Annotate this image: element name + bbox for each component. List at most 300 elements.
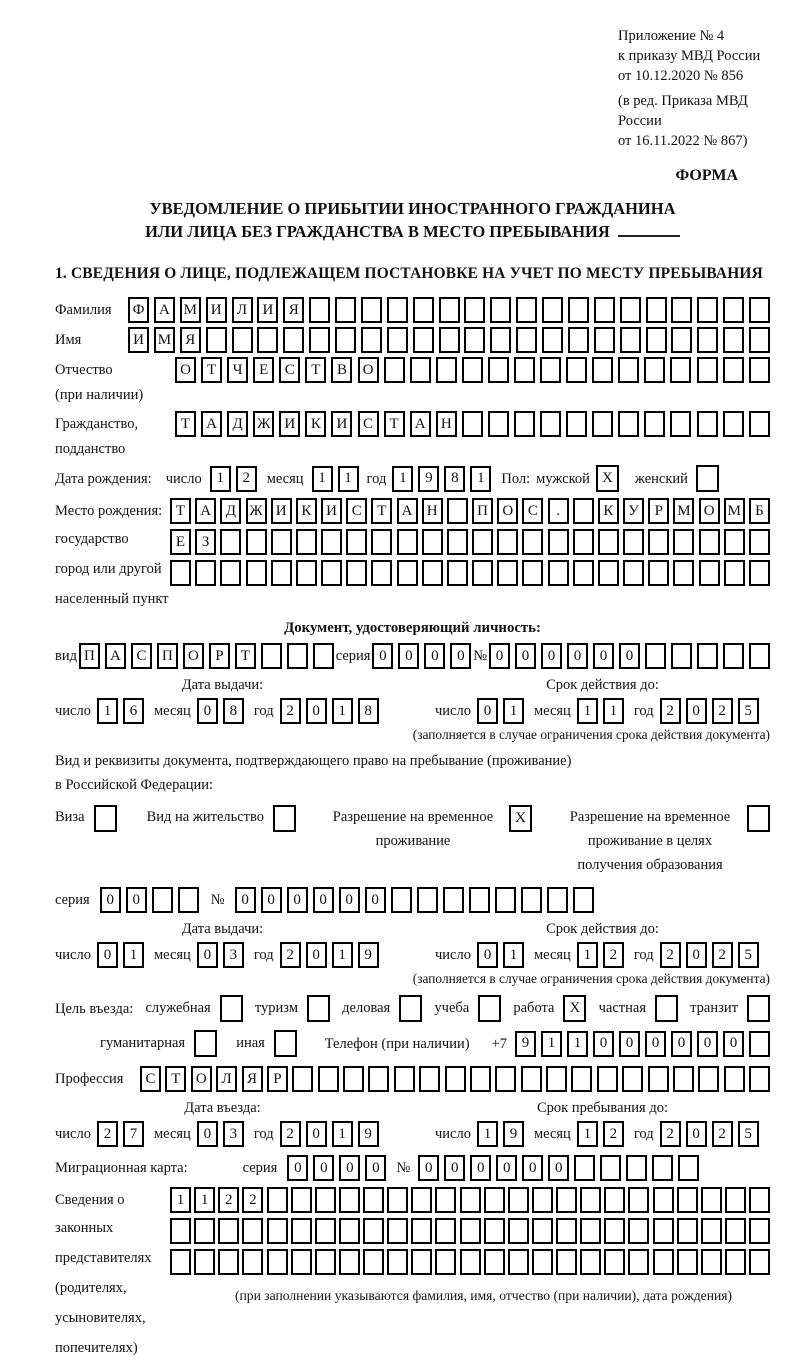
char-cell[interactable] bbox=[508, 1187, 529, 1213]
char-cell[interactable]: 0 bbox=[619, 1031, 640, 1057]
char-cell[interactable] bbox=[246, 560, 267, 586]
char-cell[interactable]: Ф bbox=[128, 297, 149, 323]
char-cell[interactable]: Р bbox=[267, 1066, 288, 1092]
char-cell[interactable]: 1 bbox=[123, 942, 144, 968]
char-cell[interactable] bbox=[580, 1218, 601, 1244]
purpose-transit-checkbox[interactable] bbox=[747, 995, 770, 1022]
char-cell[interactable]: 2 bbox=[660, 942, 681, 968]
char-cell[interactable]: Я bbox=[283, 297, 304, 323]
purpose-humanitarian-checkbox[interactable] bbox=[194, 1030, 217, 1057]
char-cell[interactable] bbox=[490, 297, 511, 323]
char-cell[interactable] bbox=[242, 1218, 263, 1244]
char-cell[interactable]: 0 bbox=[593, 643, 614, 669]
char-cell[interactable] bbox=[673, 1066, 694, 1092]
char-cell[interactable] bbox=[315, 1249, 336, 1275]
char-cell[interactable]: 8 bbox=[444, 466, 465, 492]
char-cell[interactable]: 5 bbox=[738, 698, 759, 724]
char-cell[interactable] bbox=[335, 327, 356, 353]
char-cell[interactable] bbox=[618, 411, 639, 437]
char-cell[interactable] bbox=[170, 1218, 191, 1244]
char-cell[interactable]: И bbox=[331, 411, 352, 437]
char-cell[interactable]: И bbox=[128, 327, 149, 353]
char-cell[interactable] bbox=[363, 1218, 384, 1244]
char-cell[interactable] bbox=[628, 1218, 649, 1244]
char-cell[interactable] bbox=[508, 1218, 529, 1244]
char-cell[interactable]: И bbox=[257, 297, 278, 323]
char-cell[interactable] bbox=[447, 498, 468, 524]
char-cell[interactable]: 8 bbox=[223, 698, 244, 724]
char-cell[interactable] bbox=[673, 529, 694, 555]
char-cell[interactable] bbox=[257, 327, 278, 353]
char-cell[interactable]: 0 bbox=[235, 887, 256, 913]
char-cell[interactable]: 2 bbox=[218, 1187, 239, 1213]
char-cell[interactable]: 1 bbox=[577, 698, 598, 724]
char-cell[interactable] bbox=[648, 529, 669, 555]
char-cell[interactable] bbox=[749, 1187, 770, 1213]
char-cell[interactable]: 0 bbox=[398, 643, 419, 669]
char-cell[interactable] bbox=[422, 529, 443, 555]
char-cell[interactable]: 0 bbox=[686, 942, 707, 968]
char-cell[interactable]: Б bbox=[749, 498, 770, 524]
visa-checkbox[interactable] bbox=[94, 805, 117, 832]
char-cell[interactable]: К bbox=[305, 411, 326, 437]
char-cell[interactable]: 2 bbox=[712, 698, 733, 724]
char-cell[interactable]: 0 bbox=[548, 1155, 569, 1181]
char-cell[interactable]: О bbox=[358, 357, 379, 383]
char-cell[interactable] bbox=[261, 643, 282, 669]
char-cell[interactable] bbox=[232, 327, 253, 353]
char-cell[interactable] bbox=[592, 411, 613, 437]
char-cell[interactable] bbox=[546, 1066, 567, 1092]
char-cell[interactable] bbox=[321, 560, 342, 586]
char-cell[interactable] bbox=[547, 887, 568, 913]
char-cell[interactable] bbox=[598, 560, 619, 586]
char-cell[interactable]: Я bbox=[180, 327, 201, 353]
char-cell[interactable] bbox=[508, 1249, 529, 1275]
char-cell[interactable]: О bbox=[183, 643, 204, 669]
sex-male-checkbox[interactable]: X bbox=[596, 465, 619, 492]
char-cell[interactable] bbox=[723, 357, 744, 383]
char-cell[interactable]: С bbox=[522, 498, 543, 524]
char-cell[interactable] bbox=[387, 1187, 408, 1213]
char-cell[interactable]: 1 bbox=[541, 1031, 562, 1057]
char-cell[interactable] bbox=[439, 327, 460, 353]
char-cell[interactable] bbox=[725, 1187, 746, 1213]
char-cell[interactable] bbox=[363, 1249, 384, 1275]
char-cell[interactable] bbox=[267, 1249, 288, 1275]
char-cell[interactable]: 0 bbox=[515, 643, 536, 669]
char-cell[interactable]: С bbox=[279, 357, 300, 383]
char-cell[interactable] bbox=[697, 297, 718, 323]
char-cell[interactable] bbox=[604, 1187, 625, 1213]
char-cell[interactable]: 0 bbox=[671, 1031, 692, 1057]
char-cell[interactable] bbox=[671, 327, 692, 353]
char-cell[interactable] bbox=[698, 1066, 719, 1092]
char-cell[interactable] bbox=[242, 1249, 263, 1275]
char-cell[interactable] bbox=[309, 297, 330, 323]
char-cell[interactable] bbox=[749, 297, 770, 323]
char-cell[interactable] bbox=[436, 357, 457, 383]
char-cell[interactable]: И bbox=[206, 297, 227, 323]
char-cell[interactable] bbox=[571, 1066, 592, 1092]
char-cell[interactable] bbox=[361, 327, 382, 353]
char-cell[interactable] bbox=[697, 327, 718, 353]
char-cell[interactable]: Ж bbox=[253, 411, 274, 437]
char-cell[interactable]: А bbox=[410, 411, 431, 437]
char-cell[interactable] bbox=[573, 498, 594, 524]
char-cell[interactable] bbox=[542, 297, 563, 323]
char-cell[interactable] bbox=[701, 1218, 722, 1244]
residence-permit-checkbox[interactable] bbox=[273, 805, 296, 832]
char-cell[interactable] bbox=[419, 1066, 440, 1092]
char-cell[interactable] bbox=[497, 560, 518, 586]
char-cell[interactable]: 0 bbox=[306, 1121, 327, 1147]
char-cell[interactable] bbox=[644, 357, 665, 383]
char-cell[interactable] bbox=[315, 1187, 336, 1213]
char-cell[interactable] bbox=[723, 411, 744, 437]
char-cell[interactable]: 2 bbox=[660, 698, 681, 724]
char-cell[interactable] bbox=[620, 297, 641, 323]
char-cell[interactable]: М bbox=[154, 327, 175, 353]
char-cell[interactable] bbox=[724, 560, 745, 586]
char-cell[interactable]: Р bbox=[209, 643, 230, 669]
char-cell[interactable]: 0 bbox=[593, 1031, 614, 1057]
char-cell[interactable] bbox=[397, 560, 418, 586]
char-cell[interactable] bbox=[397, 529, 418, 555]
char-cell[interactable] bbox=[626, 1155, 647, 1181]
char-cell[interactable]: Д bbox=[227, 411, 248, 437]
char-cell[interactable]: Т bbox=[175, 411, 196, 437]
char-cell[interactable] bbox=[384, 357, 405, 383]
char-cell[interactable] bbox=[701, 1249, 722, 1275]
char-cell[interactable] bbox=[677, 1218, 698, 1244]
char-cell[interactable]: Л bbox=[232, 297, 253, 323]
char-cell[interactable] bbox=[628, 1249, 649, 1275]
char-cell[interactable]: 1 bbox=[332, 1121, 353, 1147]
purpose-tourism-checkbox[interactable] bbox=[307, 995, 330, 1022]
char-cell[interactable]: 2 bbox=[660, 1121, 681, 1147]
char-cell[interactable] bbox=[646, 327, 667, 353]
char-cell[interactable] bbox=[644, 411, 665, 437]
char-cell[interactable]: 0 bbox=[645, 1031, 666, 1057]
char-cell[interactable]: 0 bbox=[197, 1121, 218, 1147]
char-cell[interactable] bbox=[195, 560, 216, 586]
char-cell[interactable] bbox=[580, 1187, 601, 1213]
char-cell[interactable] bbox=[315, 1218, 336, 1244]
char-cell[interactable]: 0 bbox=[723, 1031, 744, 1057]
char-cell[interactable] bbox=[522, 560, 543, 586]
char-cell[interactable] bbox=[410, 357, 431, 383]
char-cell[interactable]: 0 bbox=[100, 887, 121, 913]
char-cell[interactable]: 0 bbox=[365, 1155, 386, 1181]
char-cell[interactable]: 1 bbox=[210, 466, 231, 492]
char-cell[interactable]: 2 bbox=[97, 1121, 118, 1147]
char-cell[interactable] bbox=[670, 411, 691, 437]
char-cell[interactable] bbox=[723, 327, 744, 353]
char-cell[interactable] bbox=[413, 327, 434, 353]
char-cell[interactable] bbox=[361, 297, 382, 323]
char-cell[interactable]: 0 bbox=[686, 698, 707, 724]
char-cell[interactable]: 0 bbox=[470, 1155, 491, 1181]
char-cell[interactable]: 9 bbox=[503, 1121, 524, 1147]
char-cell[interactable] bbox=[701, 1187, 722, 1213]
char-cell[interactable] bbox=[218, 1249, 239, 1275]
char-cell[interactable] bbox=[291, 1249, 312, 1275]
char-cell[interactable]: 0 bbox=[522, 1155, 543, 1181]
char-cell[interactable] bbox=[371, 529, 392, 555]
char-cell[interactable] bbox=[206, 327, 227, 353]
char-cell[interactable]: 5 bbox=[738, 942, 759, 968]
char-cell[interactable]: 0 bbox=[339, 887, 360, 913]
char-cell[interactable] bbox=[387, 297, 408, 323]
char-cell[interactable]: 0 bbox=[287, 887, 308, 913]
char-cell[interactable]: П bbox=[157, 643, 178, 669]
char-cell[interactable] bbox=[573, 560, 594, 586]
char-cell[interactable] bbox=[532, 1249, 553, 1275]
char-cell[interactable] bbox=[749, 560, 770, 586]
char-cell[interactable] bbox=[677, 1249, 698, 1275]
char-cell[interactable] bbox=[445, 1066, 466, 1092]
char-cell[interactable] bbox=[271, 529, 292, 555]
char-cell[interactable] bbox=[309, 327, 330, 353]
char-cell[interactable] bbox=[343, 1066, 364, 1092]
char-cell[interactable]: Я bbox=[242, 1066, 263, 1092]
char-cell[interactable] bbox=[521, 1066, 542, 1092]
char-cell[interactable] bbox=[598, 529, 619, 555]
char-cell[interactable]: Н bbox=[422, 498, 443, 524]
char-cell[interactable]: 0 bbox=[126, 887, 147, 913]
char-cell[interactable] bbox=[484, 1218, 505, 1244]
char-cell[interactable]: . bbox=[548, 498, 569, 524]
char-cell[interactable] bbox=[548, 560, 569, 586]
char-cell[interactable]: С bbox=[346, 498, 367, 524]
char-cell[interactable] bbox=[522, 529, 543, 555]
char-cell[interactable] bbox=[604, 1218, 625, 1244]
char-cell[interactable] bbox=[470, 1066, 491, 1092]
char-cell[interactable] bbox=[749, 1066, 770, 1092]
char-cell[interactable] bbox=[618, 357, 639, 383]
temp-residence-checkbox[interactable]: X bbox=[509, 805, 532, 832]
char-cell[interactable] bbox=[540, 411, 561, 437]
char-cell[interactable]: 2 bbox=[236, 466, 257, 492]
char-cell[interactable] bbox=[220, 529, 241, 555]
char-cell[interactable] bbox=[152, 887, 173, 913]
char-cell[interactable]: 0 bbox=[444, 1155, 465, 1181]
char-cell[interactable] bbox=[194, 1249, 215, 1275]
char-cell[interactable]: 2 bbox=[242, 1187, 263, 1213]
char-cell[interactable]: 1 bbox=[503, 942, 524, 968]
char-cell[interactable]: 0 bbox=[477, 942, 498, 968]
char-cell[interactable] bbox=[592, 357, 613, 383]
char-cell[interactable] bbox=[653, 1218, 674, 1244]
char-cell[interactable]: 1 bbox=[470, 466, 491, 492]
char-cell[interactable] bbox=[556, 1218, 577, 1244]
char-cell[interactable]: 9 bbox=[515, 1031, 536, 1057]
char-cell[interactable] bbox=[670, 357, 691, 383]
char-cell[interactable] bbox=[604, 1249, 625, 1275]
char-cell[interactable] bbox=[628, 1187, 649, 1213]
char-cell[interactable]: 0 bbox=[619, 643, 640, 669]
char-cell[interactable] bbox=[648, 1066, 669, 1092]
char-cell[interactable] bbox=[678, 1155, 699, 1181]
char-cell[interactable]: 0 bbox=[372, 643, 393, 669]
char-cell[interactable] bbox=[600, 1155, 621, 1181]
char-cell[interactable]: К bbox=[296, 498, 317, 524]
char-cell[interactable]: 0 bbox=[339, 1155, 360, 1181]
char-cell[interactable] bbox=[447, 560, 468, 586]
char-cell[interactable] bbox=[521, 887, 542, 913]
char-cell[interactable] bbox=[497, 529, 518, 555]
char-cell[interactable] bbox=[673, 560, 694, 586]
char-cell[interactable]: П bbox=[472, 498, 493, 524]
char-cell[interactable] bbox=[671, 297, 692, 323]
char-cell[interactable]: 2 bbox=[280, 698, 301, 724]
char-cell[interactable] bbox=[291, 1187, 312, 1213]
char-cell[interactable]: Ж bbox=[246, 498, 267, 524]
char-cell[interactable]: Т bbox=[235, 643, 256, 669]
char-cell[interactable] bbox=[484, 1249, 505, 1275]
char-cell[interactable]: А bbox=[195, 498, 216, 524]
char-cell[interactable] bbox=[368, 1066, 389, 1092]
char-cell[interactable] bbox=[422, 560, 443, 586]
purpose-other-checkbox[interactable] bbox=[274, 1030, 297, 1057]
char-cell[interactable]: 9 bbox=[358, 942, 379, 968]
char-cell[interactable]: С bbox=[358, 411, 379, 437]
char-cell[interactable] bbox=[170, 1249, 191, 1275]
char-cell[interactable] bbox=[464, 297, 485, 323]
char-cell[interactable] bbox=[699, 560, 720, 586]
char-cell[interactable] bbox=[170, 560, 191, 586]
char-cell[interactable]: 1 bbox=[577, 1121, 598, 1147]
char-cell[interactable] bbox=[495, 1066, 516, 1092]
char-cell[interactable] bbox=[653, 1187, 674, 1213]
char-cell[interactable] bbox=[573, 529, 594, 555]
char-cell[interactable] bbox=[490, 327, 511, 353]
char-cell[interactable] bbox=[447, 529, 468, 555]
char-cell[interactable] bbox=[417, 887, 438, 913]
char-cell[interactable]: К bbox=[598, 498, 619, 524]
char-cell[interactable]: Т bbox=[384, 411, 405, 437]
char-cell[interactable]: А bbox=[397, 498, 418, 524]
char-cell[interactable]: Л bbox=[216, 1066, 237, 1092]
char-cell[interactable]: 2 bbox=[712, 1121, 733, 1147]
char-cell[interactable]: А bbox=[154, 297, 175, 323]
char-cell[interactable]: 8 bbox=[358, 698, 379, 724]
char-cell[interactable] bbox=[363, 1187, 384, 1213]
char-cell[interactable] bbox=[472, 529, 493, 555]
char-cell[interactable]: П bbox=[79, 643, 100, 669]
char-cell[interactable] bbox=[339, 1187, 360, 1213]
char-cell[interactable]: В bbox=[331, 357, 352, 383]
char-cell[interactable] bbox=[387, 327, 408, 353]
sex-female-checkbox[interactable] bbox=[696, 465, 719, 492]
char-cell[interactable]: З bbox=[195, 529, 216, 555]
char-cell[interactable] bbox=[178, 887, 199, 913]
char-cell[interactable]: Т bbox=[201, 357, 222, 383]
char-cell[interactable] bbox=[218, 1218, 239, 1244]
char-cell[interactable] bbox=[439, 297, 460, 323]
char-cell[interactable] bbox=[469, 887, 490, 913]
char-cell[interactable] bbox=[339, 1249, 360, 1275]
char-cell[interactable]: 1 bbox=[312, 466, 333, 492]
purpose-official-checkbox[interactable] bbox=[220, 995, 243, 1022]
char-cell[interactable] bbox=[697, 357, 718, 383]
char-cell[interactable]: 3 bbox=[223, 942, 244, 968]
char-cell[interactable] bbox=[749, 411, 770, 437]
char-cell[interactable]: А bbox=[201, 411, 222, 437]
char-cell[interactable]: О bbox=[497, 498, 518, 524]
char-cell[interactable]: И bbox=[279, 411, 300, 437]
char-cell[interactable]: И bbox=[271, 498, 292, 524]
char-cell[interactable]: 0 bbox=[489, 643, 510, 669]
char-cell[interactable] bbox=[542, 327, 563, 353]
char-cell[interactable] bbox=[462, 411, 483, 437]
char-cell[interactable] bbox=[313, 643, 334, 669]
char-cell[interactable]: 0 bbox=[567, 643, 588, 669]
char-cell[interactable]: 0 bbox=[496, 1155, 517, 1181]
char-cell[interactable]: М bbox=[724, 498, 745, 524]
char-cell[interactable] bbox=[724, 529, 745, 555]
char-cell[interactable] bbox=[246, 529, 267, 555]
char-cell[interactable] bbox=[283, 327, 304, 353]
char-cell[interactable] bbox=[321, 529, 342, 555]
char-cell[interactable]: Е bbox=[170, 529, 191, 555]
char-cell[interactable] bbox=[725, 1218, 746, 1244]
char-cell[interactable]: И bbox=[321, 498, 342, 524]
char-cell[interactable]: 7 bbox=[123, 1121, 144, 1147]
char-cell[interactable] bbox=[488, 411, 509, 437]
char-cell[interactable] bbox=[435, 1218, 456, 1244]
char-cell[interactable] bbox=[749, 327, 770, 353]
char-cell[interactable] bbox=[516, 327, 537, 353]
char-cell[interactable] bbox=[749, 357, 770, 383]
char-cell[interactable]: 9 bbox=[358, 1121, 379, 1147]
char-cell[interactable] bbox=[411, 1187, 432, 1213]
char-cell[interactable] bbox=[514, 357, 535, 383]
char-cell[interactable]: 0 bbox=[306, 698, 327, 724]
char-cell[interactable]: 3 bbox=[223, 1121, 244, 1147]
char-cell[interactable] bbox=[622, 1066, 643, 1092]
char-cell[interactable] bbox=[387, 1249, 408, 1275]
char-cell[interactable] bbox=[472, 560, 493, 586]
char-cell[interactable] bbox=[462, 357, 483, 383]
char-cell[interactable]: Р bbox=[648, 498, 669, 524]
char-cell[interactable]: С bbox=[140, 1066, 161, 1092]
char-cell[interactable] bbox=[566, 357, 587, 383]
char-cell[interactable] bbox=[648, 560, 669, 586]
char-cell[interactable] bbox=[267, 1187, 288, 1213]
char-cell[interactable]: 1 bbox=[567, 1031, 588, 1057]
char-cell[interactable] bbox=[413, 297, 434, 323]
char-cell[interactable] bbox=[646, 297, 667, 323]
char-cell[interactable]: 1 bbox=[97, 698, 118, 724]
char-cell[interactable] bbox=[346, 560, 367, 586]
purpose-business-checkbox[interactable] bbox=[399, 995, 422, 1022]
char-cell[interactable] bbox=[460, 1187, 481, 1213]
char-cell[interactable] bbox=[411, 1218, 432, 1244]
char-cell[interactable]: О bbox=[175, 357, 196, 383]
char-cell[interactable]: 0 bbox=[418, 1155, 439, 1181]
char-cell[interactable]: А bbox=[105, 643, 126, 669]
char-cell[interactable] bbox=[677, 1187, 698, 1213]
char-cell[interactable] bbox=[464, 327, 485, 353]
char-cell[interactable] bbox=[443, 887, 464, 913]
char-cell[interactable] bbox=[580, 1249, 601, 1275]
char-cell[interactable] bbox=[532, 1218, 553, 1244]
char-cell[interactable]: 6 bbox=[123, 698, 144, 724]
char-cell[interactable]: 0 bbox=[306, 942, 327, 968]
char-cell[interactable] bbox=[556, 1187, 577, 1213]
